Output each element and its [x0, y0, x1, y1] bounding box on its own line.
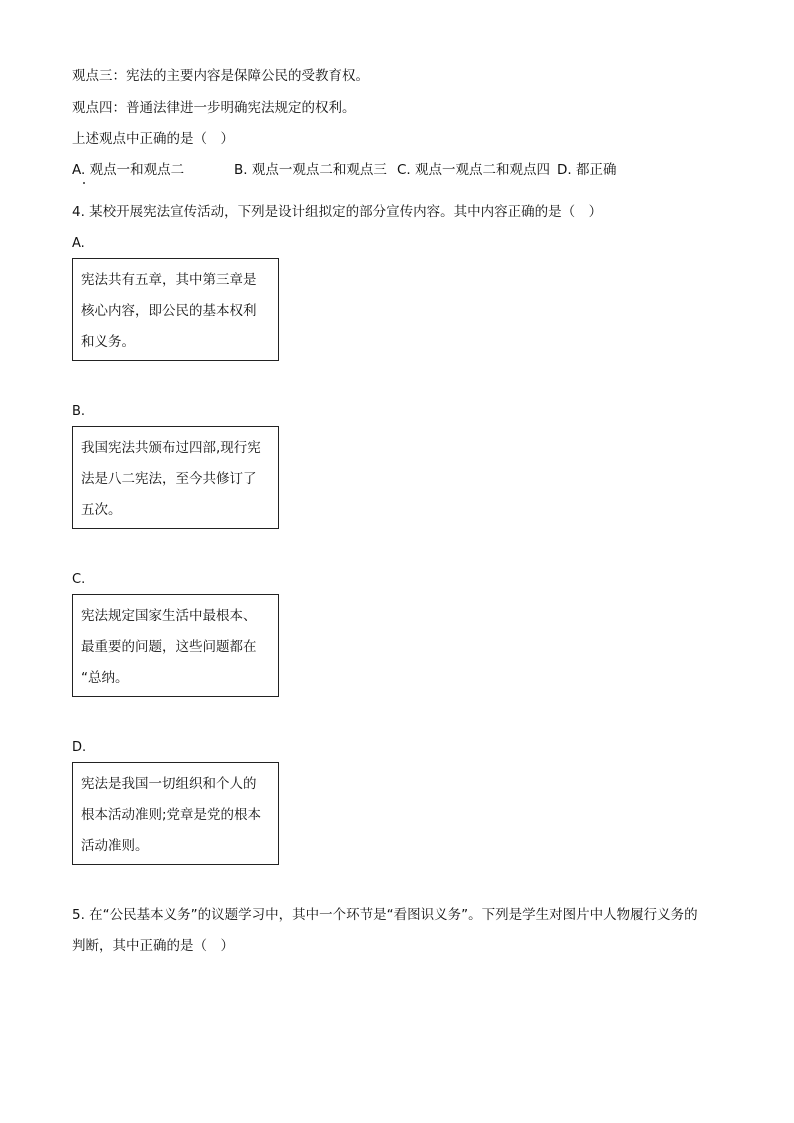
q4-option-b-box: [72, 426, 279, 529]
q4-option-a-line: 和义务。: [81, 334, 135, 350]
q4-option-a-line: 宪法共有五章，其中第三章是: [81, 272, 257, 288]
viewpoint-three: 观点三：宪法的主要内容是保障公民的受教育权。: [72, 68, 369, 84]
option-a: A. 观点一和观点二: [72, 162, 185, 178]
stray-dot: [83, 182, 85, 184]
viewpoint-four: 观点四：普通法律进一步明确宪法规定的权利。: [72, 100, 356, 116]
q4-option-b-line: 法是八二宪法，至今共修订了: [81, 471, 257, 487]
q4-option-a-box: [72, 258, 279, 361]
question-5-stem: 5. 在“公民基本义务”的议题学习中，其中一个环节是“看图识义务”。下列是学生对图片中人物履行义务的: [72, 907, 698, 923]
option-b: B. 观点一观点二和观点三: [234, 162, 387, 178]
question-5-stem-continued: 判断，其中正确的是（ ）: [72, 938, 234, 954]
q4-option-c-line: 最重要的问题，这些问题都在: [81, 639, 257, 655]
q4-option-c-line: 宪法规定国家生活中最根本、: [81, 608, 257, 624]
q4-option-d-box: [72, 762, 279, 865]
q4-option-d-line: 宪法是我国一切组织和个人的: [81, 776, 257, 792]
q4-option-a-line: 核心内容，即公民的基本权利: [81, 303, 257, 319]
q4-option-c-label: C.: [72, 572, 86, 587]
q4-option-b-line: 我国宪法共颁布过四部,现行宪: [81, 440, 261, 456]
option-d: D. 都正确: [557, 162, 617, 178]
q4-option-c-line: “总纳。: [81, 670, 129, 686]
q4-option-b-label: B.: [72, 404, 86, 419]
q4-option-b-line: 五次。: [81, 502, 122, 518]
q4-option-c-box: [72, 594, 279, 697]
question-4-stem: 4. 某校开展宪法宣传活动，下列是设计组拟定的部分宣传内容。其中内容正确的是（ ）: [72, 204, 603, 220]
question-3-prompt: 上述观点中正确的是（ ）: [72, 131, 234, 147]
option-c: C. 观点一观点二和观点四: [397, 162, 551, 178]
q4-option-a-label: A.: [72, 236, 85, 251]
q4-option-d-label: D.: [72, 740, 87, 755]
q4-option-d-line: 活动准则。: [81, 838, 149, 854]
q4-option-d-line: 根本活动准则;党章是党的根本: [81, 807, 262, 823]
